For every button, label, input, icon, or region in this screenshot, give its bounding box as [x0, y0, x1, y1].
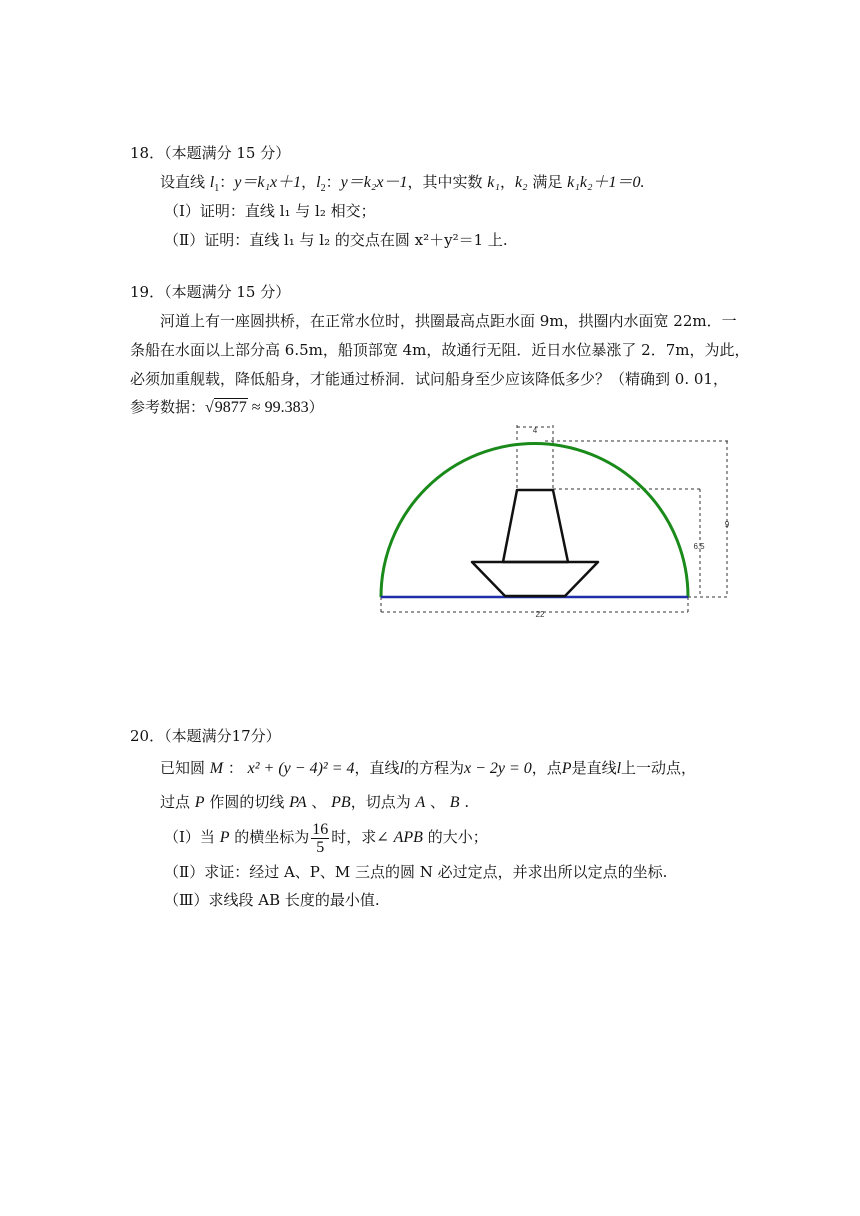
q20-p1-text-d: 的大小；	[422, 828, 488, 846]
q20-circle-equation: x² + (y − 4)² = 4	[247, 760, 355, 777]
q20-text-l2b: 作圆的切线	[204, 793, 290, 811]
q20-separator-2: 、	[425, 793, 450, 811]
q18-heading: 18．（本题满分 15 分）	[130, 144, 291, 162]
q20-text-l2a: 过点	[160, 793, 195, 811]
dimension-lines	[381, 425, 728, 615]
q20-line-l-2: l	[616, 760, 622, 777]
q18-l1-letter: l	[209, 174, 215, 191]
q20-text-c: ，直线	[354, 759, 400, 777]
q18-l2-letter: l	[316, 174, 321, 191]
q18-condition: k₁k₂＋1＝0.	[567, 174, 645, 191]
q20-circle-M: M	[209, 760, 224, 777]
q19-close-paren: ）	[308, 398, 324, 416]
q20-point-B: B	[449, 794, 460, 811]
q20-text-l2d: .	[459, 793, 470, 811]
boat-cabin	[503, 490, 568, 562]
q18-part1: （Ⅰ）证明：直线 l₁ 与 l₂ 相交；	[164, 202, 376, 220]
q18-part2: （Ⅱ）证明：直线 l₁ 与 l₂ 的交点在圆 x²＋y²＝1 上.	[164, 231, 508, 249]
q19-ref-label: 参考数据：	[130, 398, 206, 416]
q20-p1-text-b: 的横坐标为	[229, 828, 310, 846]
boat-hull	[472, 562, 598, 596]
q20-fraction	[311, 821, 329, 856]
q19-sqrt: √9877	[205, 399, 247, 416]
q18-stem-text-d: ：	[325, 173, 341, 191]
q20-point-A: A	[415, 794, 426, 811]
q20-text-a: 已知圆	[160, 759, 210, 777]
q20-text-l2c: ，切点为	[350, 793, 416, 811]
q18-stem-text-e: ，其中实数	[407, 173, 488, 191]
q18-stem-text-f: ，	[499, 173, 515, 191]
q20-line-equation: x − 2y = 0	[463, 760, 532, 777]
q18-k1: k₁	[487, 174, 500, 191]
q20-p1-text-a: （Ⅰ）当	[164, 828, 220, 846]
q18-stem-text-a: 设直线	[160, 173, 210, 191]
q18-k2: k₂	[514, 174, 528, 191]
q19-heading: 19．（本题满分 15 分）	[130, 283, 291, 301]
label-height-9: 9	[724, 520, 730, 529]
q20-tangent-PA: PA	[289, 794, 307, 811]
q19-approx: ≈ 99.383	[247, 399, 309, 416]
q20-line2	[160, 792, 469, 813]
q20-point-P-2: P	[194, 794, 205, 811]
q20-line-l: l	[399, 760, 404, 777]
label-width-4: 4	[532, 426, 538, 435]
q20-point-P: P	[561, 760, 572, 777]
q19-line1: 河道上有一座圆拱桥，在正常水位时，拱圈最高点距水面 9m，拱圈内水面宽 22m．一	[160, 312, 737, 330]
q20-part3: （Ⅲ）求线段 AB 长度的最小值.	[164, 891, 380, 909]
q18-eq2: y＝k₂x－1	[340, 174, 408, 191]
q20-line1	[160, 758, 696, 779]
q20-p1-text-c: 时，求∠	[331, 828, 394, 846]
q20-tangent-PB: PB	[331, 794, 351, 811]
boat	[472, 490, 598, 596]
q18-eq1: y＝k₁x＋1	[234, 174, 302, 191]
q20-text-d: 的方程为	[403, 759, 464, 777]
q20-text-g: 上一动点，	[621, 759, 697, 777]
q20-text-b: ：	[223, 759, 248, 777]
label-span-22: 22	[535, 610, 545, 619]
q20-part1	[164, 819, 488, 856]
q18-l2-sub: 2	[320, 183, 326, 195]
q20-frac-denominator: 5	[316, 838, 325, 856]
q18-stem-text-g: 满足	[527, 173, 568, 191]
label-height-65: 6.5	[693, 542, 705, 551]
q19-radicand: 9877	[214, 399, 247, 416]
q20-point-P-3: P	[219, 829, 230, 846]
bridge-arch	[381, 444, 688, 598]
q20-frac-numerator: 16	[312, 820, 329, 838]
q18-l1-sub: 1	[214, 183, 220, 195]
q20-text-e: ，点	[531, 759, 562, 777]
q19-line3: 必须加重舰载，降低船身，才能通过桥洞．试问船身至少应该降低多少？（精确到 0. 01，	[130, 370, 728, 388]
q18-stem-text-b: ：	[219, 173, 235, 191]
q20-heading: 20．（本题满分17分）	[130, 727, 281, 745]
q20-part2: （Ⅱ）求证：经过 A、P、M 三点的圆 N 必过定点，并求出所以定点的坐标.	[164, 863, 668, 881]
q20-text-f: 是直线	[571, 759, 617, 777]
q19-line2: 条船在水面以上部分高 6.5m，船顶部宽 4m，故通行无阻．近日水位暴涨了 2．7m，为此，	[130, 341, 750, 359]
q20-angle-APB: APB	[393, 829, 423, 846]
q18-stem-text-c: ，	[301, 173, 317, 191]
q20-separator: 、	[306, 793, 332, 811]
